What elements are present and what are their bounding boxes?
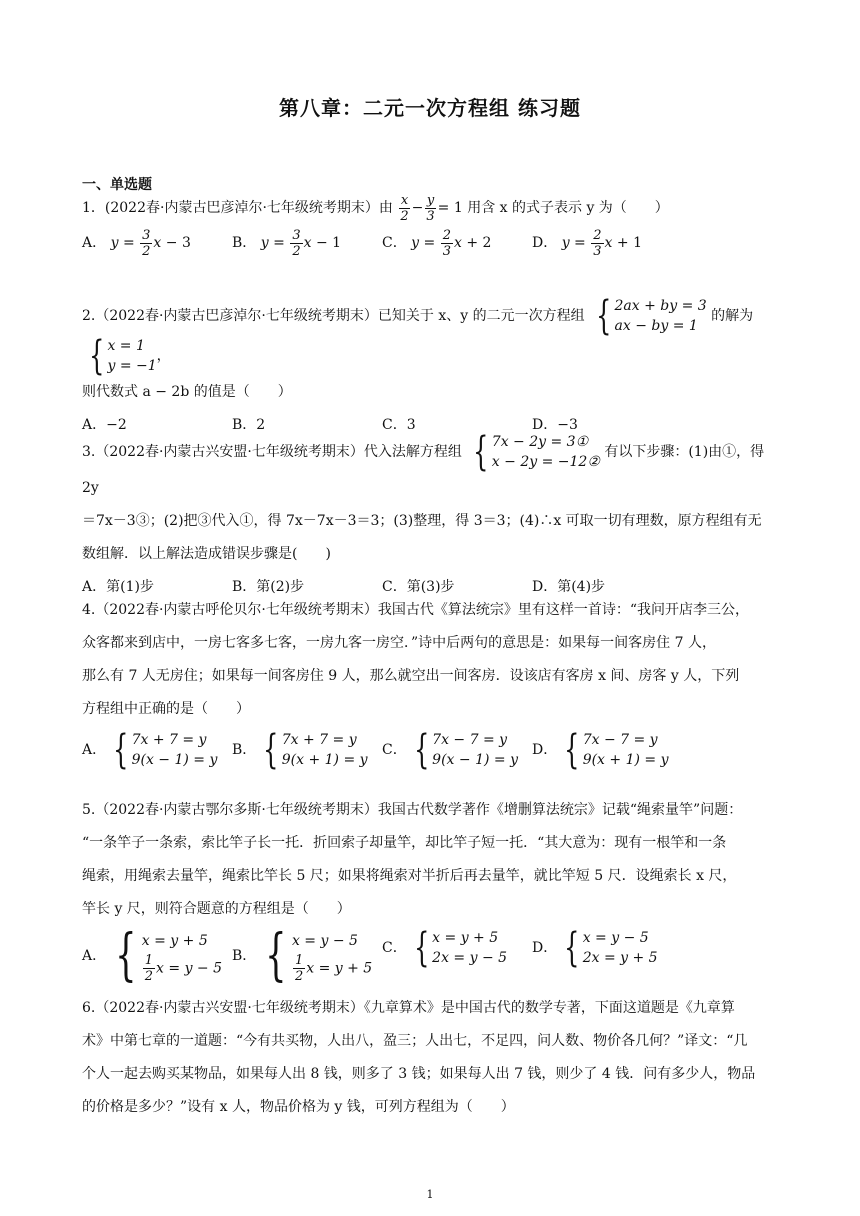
question-1-options (82, 227, 782, 260)
question-1 (82, 192, 782, 260)
option-c[interactable]: C． y = $\frac{2}{3}$ x + 2 (382, 227, 492, 259)
option-c[interactable]: C． { x = y + 5 2x = y − 5 (382, 925, 508, 971)
page-title: 第八章：二元一次方程组 练习题 (279, 96, 581, 120)
question-5-options (82, 923, 782, 988)
question-6-line: 个人一起去购买某物品，如果每人出 8 钱，则多了 3 钱；如果每人出 7 钱，则少了 4 钱．问有多少人，物品 (82, 1066, 756, 1082)
section-heading: 一、单选题 (82, 177, 152, 193)
option-a[interactable]: A． y = $\frac{3}{2}$ x − 3 (82, 227, 191, 259)
question-2-line: 则代数式 a − 2b 的值是（ ） (82, 384, 292, 400)
solution-system: { x = 1 y = −1 (89, 333, 157, 379)
question-4-line: 4.（2022春·内蒙古呼伦贝尔·七年级统考期末）我国古代《算法统宗》里有这样一首诗：“我问开店李三公， (82, 602, 750, 618)
option-d[interactable]: D．−3 (532, 417, 578, 433)
question-3 (82, 429, 782, 604)
question-4 (82, 594, 782, 773)
question-4-line: 那么有 7 人无房住；如果每一间客房住 9 人，那么就空出一间客房．设该店有客房 x 间、房客 y 人，下列 (82, 668, 740, 684)
question-4-options (82, 727, 782, 773)
question-3-line: 数组解．以上解法造成错误步骤是( ) (82, 546, 331, 562)
question-6 (82, 992, 782, 1124)
option-b[interactable]: B． { x = y − 5 $\frac{1}{2}$ x = y + 5 (232, 923, 373, 988)
option-c[interactable]: C．第(3)步 (382, 579, 455, 595)
question-6-line: 的价格是多少？”设有 x 人，物品价格为 y 钱，可列方程组为（ ） (82, 1099, 515, 1115)
question-2-stem: 2.（2022春·内蒙古巴彦淖尔·七年级统考期末）已知关于 x、y 的二元一次方程组 { 2ax + by = 3 ax − by = 1 的解为 { x = 1 y = −1 ， (82, 293, 754, 379)
option-a[interactable]: A． { x = y + 5 $\frac{1}{2}$ x = y − 5 (82, 923, 223, 988)
question-6-line: 6.（2022春·内蒙古兴安盟·七年级统考期末）《九章算术》是中国古代的数学专著，下面这道题是《九章算 (82, 1000, 735, 1016)
option-d[interactable]: D． { x = y − 5 2x = y + 5 (532, 925, 658, 971)
option-a[interactable]: A． { 7x + 7 = y 9(x − 1) = y (82, 727, 218, 773)
option-b[interactable]: B． y = $\frac{3}{2}$ x − 1 (232, 227, 342, 259)
question-3-line: ＝7x－3③；(2)把③代入①，得 7x－7x－3＝3；(3)整理，得 3＝3；(4)∴x 可取一切有理数，原方程组有无 (82, 513, 762, 529)
option-b[interactable]: B．第(2)步 (232, 579, 305, 595)
question-3-stem: 3.（2022春·内蒙古兴安盟·七年级统考期末）代入法解方程组 { 7x − 2y = 3① x − 2y = −12② 有以下步骤：(1)由①，得 2y (82, 429, 765, 496)
question-4-line: 方程组中正确的是（ ） (82, 701, 250, 717)
option-b[interactable]: B．2 (232, 417, 266, 433)
option-a[interactable]: A．第(1)步 (82, 579, 154, 595)
option-c[interactable]: C．3 (382, 417, 416, 433)
option-b[interactable]: B． { 7x + 7 = y 9(x + 1) = y (232, 727, 368, 773)
question-2 (82, 293, 782, 442)
option-d[interactable]: D．第(4)步 (532, 579, 606, 595)
question-5-line: “一条竿子一条索，索比竿子长一托．折回索子却量竿，却比竿子短一托．“其大意为：现有一根竿和一条 (82, 835, 727, 851)
question-4-line: 众客都来到店中，一房七客多七客，一房九客一房空．”诗中后两句的意思是：如果每一间客房住 7 人， (82, 635, 716, 651)
equation-system: { 7x − 2y = 3① x − 2y = −12② (473, 429, 600, 475)
equation-system: { 2ax + by = 3 ax − by = 1 (596, 293, 707, 339)
question-6-line: 术》中第七章的一道题：“今有共买物，人出八，盈三；人出七，不足四，问人数、物价各几何？”译文：“几 (82, 1033, 748, 1049)
option-c[interactable]: C． { 7x − 7 = y 9(x − 1) = y (382, 727, 518, 773)
page-number: 1 (426, 1188, 434, 1201)
fraction: $\frac{x}{2}$ (400, 192, 409, 224)
option-a[interactable]: A．−2 (82, 417, 127, 433)
option-d[interactable]: D． y = $\frac{2}{3}$ x + 1 (532, 227, 642, 259)
question-5-line: 5.（2022春·内蒙古鄂尔多斯·七年级统考期末）我国古代数学著作《增删算法统宗》记载“绳索量竿”问题： (82, 802, 743, 818)
question-5-line: 绳索，用绳索去量竿，绳索比竿长 5 尺；如果将绳索对半折后再去量竿，就比竿短 5 尺．设绳索长 x 尺， (82, 868, 737, 884)
question-5-line: 竿长 y 尺，则符合题意的方程组是（ ） (82, 901, 351, 917)
option-d[interactable]: D． { 7x − 7 = y 9(x + 1) = y (532, 727, 669, 773)
question-1-stem: 1．(2022春·内蒙古巴彦淖尔·七年级统考期末）由 $\frac{x}{2}$ − $\frac{y}{3}$ = 1 用含 x 的式子表示 y 为（ ） (82, 192, 669, 224)
question-5 (82, 794, 782, 988)
fraction: $\frac{y}{3}$ (426, 192, 435, 224)
